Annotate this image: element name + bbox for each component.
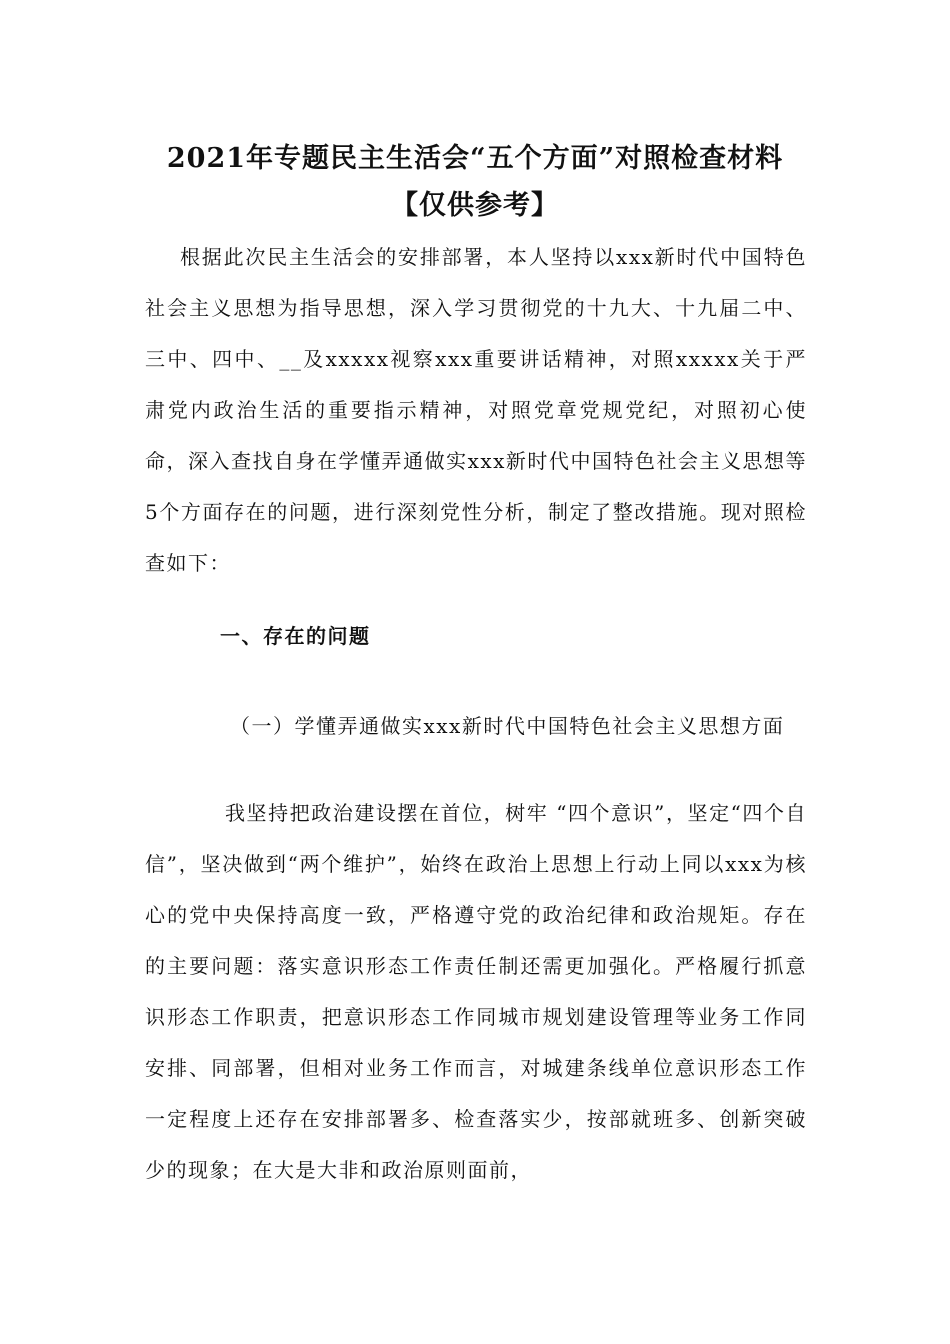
intro-paragraph: 根据此次民主生活会的安排部署，本人坚持以xxx新时代中国特色社会主义思想为指导思想，深入学习贯彻党的十九大、十九届二中、三中、四中、__及xxxxx视察xxx重要讲话精神，对照xxxxx关于严肃党内政治生活的重要指示精神，对照党章党规党纪，对照初心使命，深入查找自身在学懂弄通做实xxx新时代中国特色社会主义思想等5个方面存在的问题，进行深刻党性分析，制定了整改措施。现对照检查如下： [145, 245, 807, 575]
section-heading: 一、存在的问题 [220, 624, 371, 648]
subsection-heading: （一）学懂弄通做实xxx新时代中国特色社会主义思想方面 [230, 714, 785, 738]
body-paragraph: 我坚持把政治建设摆在首位，树牢 “四个意识”，坚定“四个自信”，坚决做到“两个维护”，始终在政治上思想上行动上同以xxx为核心的党中央保持高度一致，严格遵守党的政治纪律和政治规矩。存在的主要问题：落实意识形态工作责任制还需更加强化。严格履行抓意识形态工作职责，把意识形态工作同城市规划建设管理等业务工作同安排、同部署，但相对业务工作而言，对城建条线单位意识形态工作一定程度上还存在安排部署多、检查落实少，按部就班多、创新突破少的现象；在大是大非和政治原则面前， [145, 801, 807, 1182]
document-subtitle: 【仅供参考】 [391, 190, 559, 221]
document-title: 2021年专题民主生活会“五个方面”对照检查材料 [166, 143, 784, 174]
